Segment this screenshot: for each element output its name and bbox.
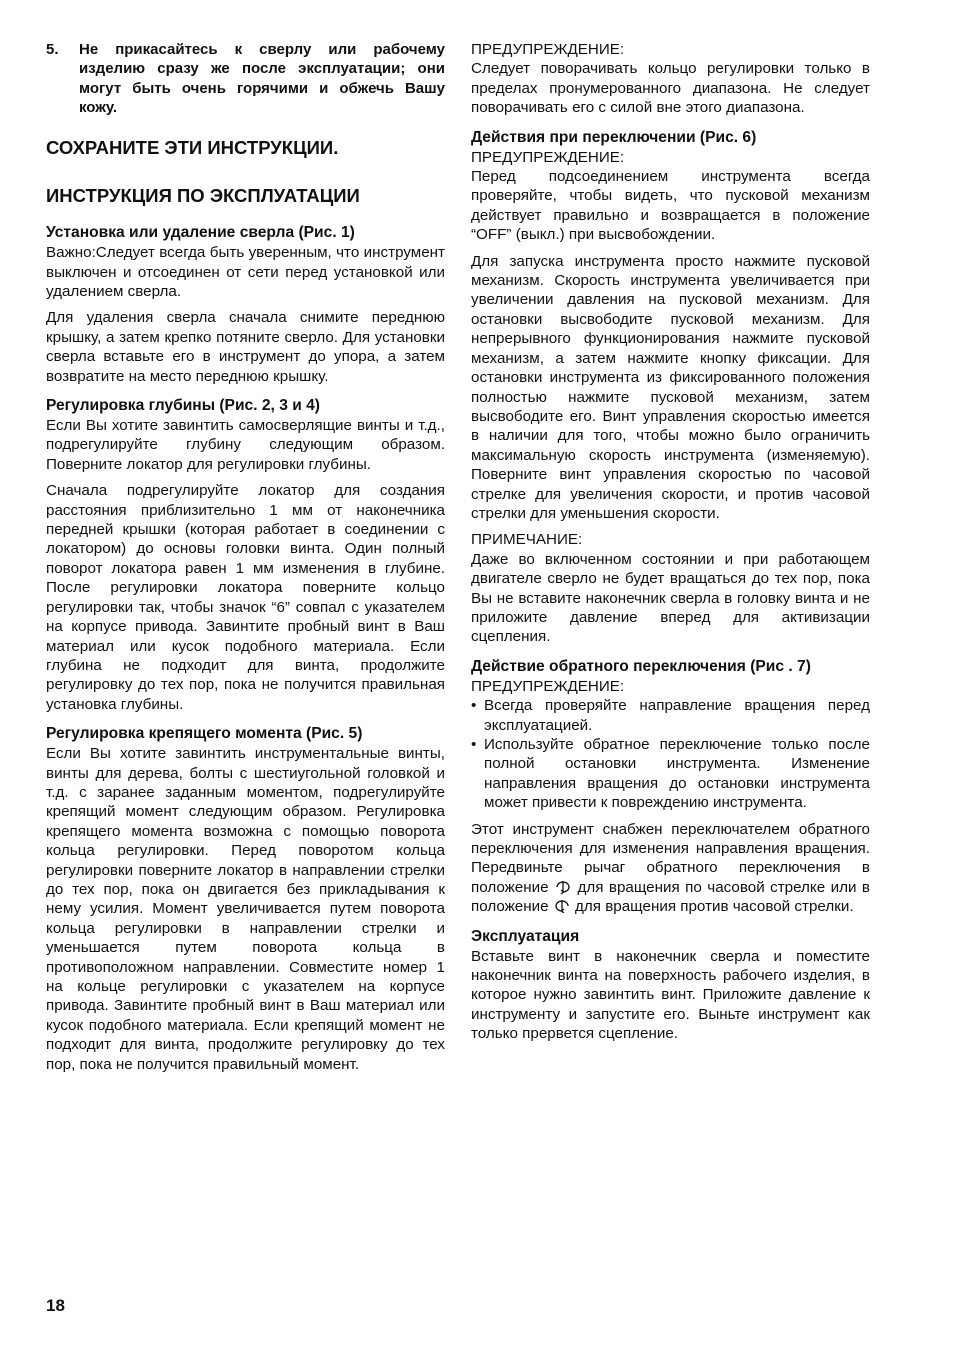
list-item-text: Используйте обратное переключение только после полной остановки инструмента. Изменение направления вращения до остановки инструмента может привести к повреждению инструмента. (484, 736, 870, 812)
torque-adjust-paragraph: Если Вы хотите завинтить инструментальные винты, винты для дерева, болты с шестиугольной головкой и т.д. с заранее заданным моментом, подрегулируйте крепящий момент следующим образом. Регулировка крепящего момента возможна с помощью поворота кольца регулировки. Перед поворотом кольца регулировки поверните локатор в направлении стрелки до тех пор, пока он двигается без прикладывания к нему усилия. Момент увеличивается путем поворота кольца регулировки в направлении стрелки и уменьшается путем поворота кольца в противоположном направлении. Совместите номер 1 на кольце регулировки с указателем на корпусе привода. Завинтите пробный винт в Ваш материал или кусок подобного материала. Если крепящий момент не подходит для винта, продолжите регулировку до тех пор, пока не получится правильный момент. (46, 745, 445, 1073)
switch-action-paragraph: Для запуска инструмента просто нажмите пусковой механизм. Скорость инструмента увеличивается при увеличении давления на пусковой механизм. Для остановки высвободите пусковой механизм. Для непрерывного функционирования нажмите пусковой механизм, а затем нажмите кнопку фиксации. Для остановки инструмента из фиксированного положения полностью нажмите пусковой механизм, затем высвободите его. Винт управления скоростью имеется в наличии для того, чтобы можно было ограничить максимальную скорость инструмента (изменяемую). Поверните винт управления скоростью по часовой стрелке для увеличения скорости, и против часовой стрелки для уменьшения скорости. (471, 252, 870, 522)
save-instructions-heading: СОХРАНИТЕ ЭТИ ИНСТРУКЦИИ. (46, 137, 339, 159)
bullet-icon: • (471, 736, 477, 753)
install-bit-paragraph-1: Важно:Следует всегда быть уверенным, что инструмент выключен и отсоединен от сети перед установкой или удалением сверла. (46, 244, 445, 300)
reverse-switch-paragraph (471, 820, 870, 917)
note-text: Даже во включенном состоянии и при работающем двигателе сверло не будет вращаться до тех пор, пока Вы не вставите наконечник сверла в головку винта и не приложите давление вперед для активизации сцепления. (471, 550, 870, 646)
page-number: 18 (46, 1296, 65, 1315)
operation-instructions-heading: ИНСТРУКЦИЯ ПО ЭКСПЛУАТАЦИИ (46, 185, 360, 207)
warning-label: ПРЕДУПРЕЖДЕНИЕ: (471, 41, 625, 58)
item-number: 5. (46, 41, 59, 58)
reverse-switch-heading: Действие обратного переключения (Рис . 7) (471, 657, 811, 675)
item-text: Не прикасайтесь к сверлу или рабочему изделию сразу же после эксплуатации; они могут быть очень горячими и обжечь Вашу кожу. (79, 41, 445, 116)
list-item-text: Всегда проверяйте направление вращения перед эксплуатацией. (484, 697, 870, 734)
warning-label: ПРЕДУПРЕЖДЕНИЕ: (471, 148, 625, 166)
depth-adjust-heading: Регулировка глубины (Рис. 2, 3 и 4) (46, 397, 320, 415)
bullet-icon: • (471, 697, 477, 715)
warning-text: Следует поворачивать кольцо регулировки только в пределах пронумерованного диапазона. Не следует поворачивать его с силой вне этого диапазона. (471, 60, 870, 117)
depth-adjust-paragraph-2: Сначала подрегулируйте локатор для создания расстояния приблизительно 1 мм от наконечника передней крышки (которая работает в соединении с локатором) до основы головки винта. Один полный поворот локатора равен 1 мм изменения в глубине. После регулировки локатора поверните кольцо регулировки так, чтобы значок “6” совпал с указателем на корпусе привода. Завинтите пробный винт в Ваш материал или кусок подобного материала. Если глубина не подходит для винта, продолжите регулировку до тех пор, пока не получится правильная установка глубины. (46, 482, 445, 713)
usage-heading: Эксплуатация (471, 927, 580, 945)
list-item (471, 735, 870, 813)
left-column (46, 40, 445, 1074)
right-column (471, 40, 870, 1044)
list-item (471, 696, 870, 735)
safety-item-5 (46, 40, 445, 117)
note-label: ПРИМЕЧАНИЕ: (471, 531, 583, 549)
reverse-text-part-2: для вращения по часовой стрелке или в положение (471, 878, 870, 916)
warning-label: ПРЕДУПРЕЖДЕНИЕ: (471, 677, 625, 695)
counterclockwise-rotation-icon (553, 899, 571, 913)
clockwise-rotation-icon (554, 880, 572, 894)
install-bit-paragraph-2: Для удаления сверла сначала снимите переднюю крышку, а затем крепко потяните сверло. Для установки сверла вставьте его в инструмент до упора, а затем возвратите на место переднюю крышку. (46, 309, 445, 385)
reverse-text-part-1: Этот инструмент снабжен переключателем обратного переключения для изменения направления вращения. Передвиньте рычаг обратного переключения в положение (471, 820, 870, 896)
torque-adjust-heading: Регулировка крепящего момента (Рис. 5) (46, 725, 363, 743)
install-bit-heading: Установка или удаление сверла (Рис. 1) (46, 224, 355, 242)
switch-action-heading: Действия при переключении (Рис. 6) (471, 128, 757, 146)
reverse-text-part-3: для вращения против часовой стрелки. (575, 898, 854, 916)
warning-text: Перед подсоединением инструмента всегда проверяйте, чтобы видеть, что пусковой механизм действует правильно и возвращается в положение “OFF” (выкл.) при высвобождении. (471, 168, 870, 244)
usage-paragraph: Вставьте винт в наконечник сверла и поместите наконечник винта на поверхность рабочего изделия, в которое нужно завинтить винт. Приложите давление к инструменту и запустите его. Выньте инструмент как только прервется сцепление. (471, 947, 870, 1043)
depth-adjust-paragraph-1: Если Вы хотите завинтить самосверлящие винты и т.д., подрегулируйте глубину следующим образом. Поверните локатор для регулировки глубины. (46, 417, 445, 473)
